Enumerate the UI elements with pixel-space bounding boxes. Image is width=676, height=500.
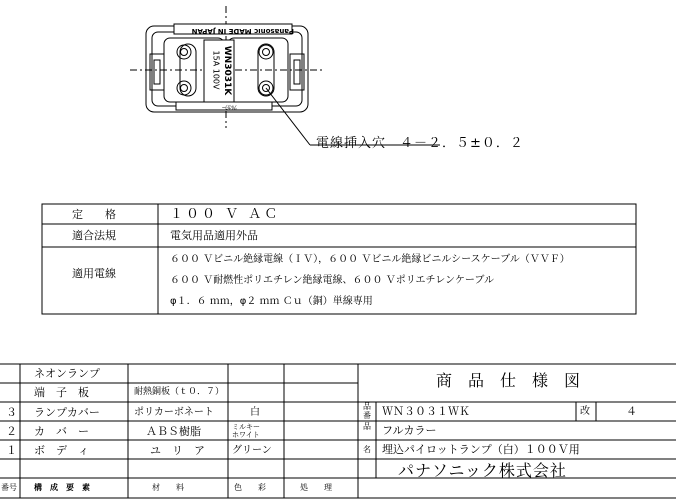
spec-label-rating: 定 格	[72, 208, 116, 221]
spec-value-rating: １００ Ｖ ＡＣ	[170, 207, 281, 222]
title-block-hin-label-2: 品	[363, 422, 371, 431]
parts-material-2: ポリカーボネート	[134, 407, 214, 418]
company-name: パナソニック株式会社	[398, 461, 567, 480]
parts-header-color: 色 彩	[234, 483, 266, 492]
title-block-hin-label: 品	[363, 402, 371, 411]
parts-element-3: カ バ ー	[34, 425, 89, 438]
parts-material-4: ユ リ ア	[150, 444, 205, 457]
device-rating-vertical: 15A 100V	[211, 50, 221, 90]
parts-material-3: ＡＢＳ樹脂	[146, 425, 201, 438]
spec-label-wire: 適用電線	[72, 267, 116, 280]
revision-label: 改	[580, 406, 590, 417]
title-block-mei-label: 名	[363, 445, 371, 454]
device-model-vertical: WN3031K	[222, 45, 233, 96]
parts-header-element: 構 成 要 素	[34, 483, 90, 492]
parts-material-1: 耐熱銅板（ｔ０．７）	[134, 387, 225, 397]
spec-value-wire-3: φ１．６ ｍｍ，φ２ ｍｍ Ｃｕ（銅）単線専用	[170, 296, 373, 307]
parts-color-4: グリーン	[232, 445, 272, 456]
parts-element-1: 端 子 板	[34, 386, 89, 399]
parts-no-3: ２	[6, 425, 17, 438]
product-name-line-2: 埋込パイロットランプ（白）１００Ｖ用	[382, 443, 580, 456]
model-number: ＷＮ３０３１ＷＫ	[382, 405, 470, 418]
product-name-line-1: フルカラー	[382, 424, 437, 437]
spec-value-wire-2: ６００ Ｖ耐燃性ポリエチレン絶縁電線、６００ Ｖポリエチレンケーブル	[170, 275, 494, 286]
parts-color-2: 白	[250, 407, 260, 418]
parts-header-no: 番号	[1, 483, 17, 492]
spec-value-wire-1: ６００ Ｖビニル絶縁電線（ＩＶ），６００ Ｖビニル絶縁ビニルシースケーブル（ＶＶＦ）	[170, 254, 570, 265]
parts-no-4: １	[6, 444, 17, 457]
parts-element-0: ネオンランプ	[34, 367, 100, 380]
revision-number: ４	[626, 405, 637, 418]
spec-value-law: 電気用品適用外品	[170, 229, 258, 242]
parts-element-4: ボ デ ィ	[34, 444, 89, 457]
parts-header-treatment: 処 理	[300, 483, 332, 492]
parts-no-2: ３	[6, 406, 17, 419]
parts-header-material: 材 料	[152, 483, 184, 492]
spec-label-law: 適合法規	[72, 229, 116, 242]
device-bottom-label: ﾌﾙｶﾗｰ	[222, 103, 238, 110]
parts-element-2: ランプカバー	[34, 406, 100, 419]
title-block-title: 商 品 仕 様 図	[436, 371, 581, 390]
device-top-label: Panasonic MADE IN JAPAN	[191, 27, 294, 35]
title-block-ban-label: 番	[363, 411, 371, 420]
parts-color-3: ミルキー ホワイト	[232, 423, 260, 440]
callout-label: 電線挿入穴 ４－２．５±０．２	[316, 136, 524, 151]
